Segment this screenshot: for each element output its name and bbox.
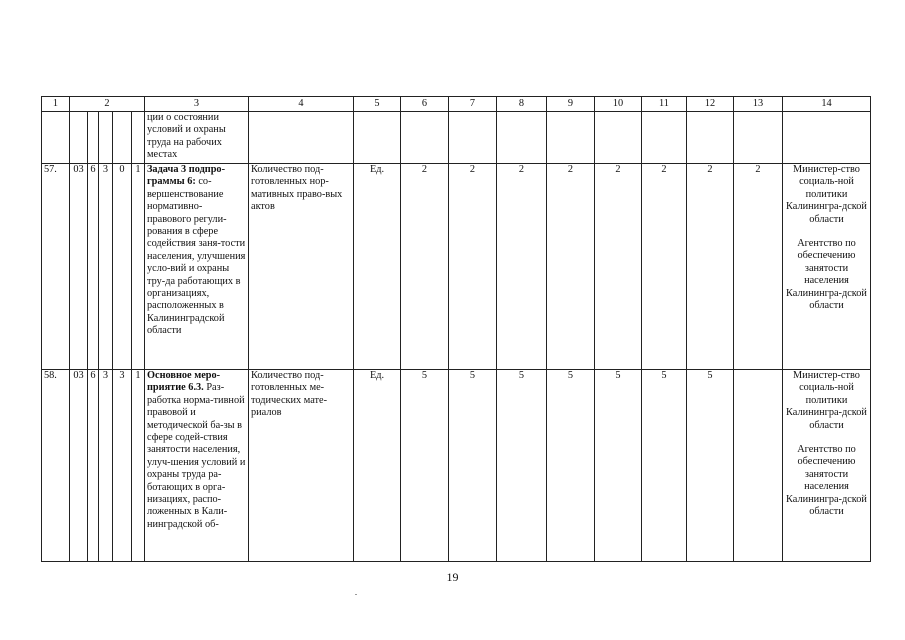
value-cell: 5 [497,370,547,562]
table-row [42,370,871,562]
code-cell: 03 [70,370,88,562]
unit-cell: Ед. [354,164,401,370]
header-cell: 8 [497,97,547,112]
header-row [42,97,871,112]
task-text [145,370,249,562]
code-cell: 3 [99,370,113,562]
task-text [145,164,249,370]
header-cell: 7 [449,97,497,112]
header-cell: 6 [401,97,449,112]
value-cell: 2 [687,164,734,370]
row-number: 57. [42,164,70,370]
program-indicators-table [41,96,871,562]
responsible-org-primary: Министер-ство социаль-ной политики Калинингра-дской области [786,370,867,431]
value-cell: 5 [642,370,687,562]
scan-speck [355,594,357,595]
value-cell [734,370,783,562]
value-cell: 2 [449,164,497,370]
responsible-org-cell [783,370,871,562]
page-number: 19 [446,570,459,584]
header-cell: 2 [70,97,145,112]
responsible-org-secondary: Агентство по обеспечению занятости населения Калинингра-дской области [786,444,867,518]
code-cell: 6 [88,164,99,370]
code-cell: 03 [70,164,88,370]
value-cell: 5 [595,370,642,562]
table-row [42,112,871,164]
header-cell: 4 [249,97,354,112]
value-cell: 5 [401,370,449,562]
task-text: ции о состоянии условий и охраны труда на рабочих местах [145,112,249,164]
value-cell: 2 [734,164,783,370]
responsible-org-primary: Министер-ство социаль-ной политики Калинингра-дской области [786,164,867,225]
indicator-text: Количество под-готовленных ме-тодических мате-риалов [249,370,354,562]
value-cell: 5 [449,370,497,562]
value-cell: 5 [547,370,595,562]
table-row [42,164,871,370]
header-cell: 3 [145,97,249,112]
header-cell: 10 [595,97,642,112]
value-cell: 2 [595,164,642,370]
header-cell: 13 [734,97,783,112]
value-cell: 2 [547,164,595,370]
header-cell: 5 [354,97,401,112]
code-cell: 0 [113,164,132,370]
code-cell: 1 [132,370,145,562]
code-cell: 3 [113,370,132,562]
task-description: Раз-работка норма-тивной правовой и методической ба-зы в сфере содей-ствия занятости населения, улуч-шения условий и охраны труда ра-ботающих в орга-низациях, распо-ложенных в Кали-нинградской об- [147,382,246,530]
header-cell: 14 [783,97,871,112]
value-cell: 2 [497,164,547,370]
header-cell: 1 [42,97,70,112]
value-cell: 5 [687,370,734,562]
row-number: 58. [42,370,70,562]
code-cell: 6 [88,370,99,562]
responsible-org-cell [783,164,871,370]
task-title: Основное меро-приятие 6.3. [147,370,221,394]
value-cell: 2 [642,164,687,370]
code-cell: 3 [99,164,113,370]
code-cell: 1 [132,164,145,370]
task-title: Задача 3 подпро-граммы 6: [147,164,226,188]
unit-cell: Ед. [354,370,401,562]
responsible-org-secondary: Агентство по обеспечению занятости населения Калинингра-дской области [786,238,867,312]
header-cell: 11 [642,97,687,112]
value-cell: 2 [401,164,449,370]
indicator-text: Количество под-готовленных нор-мативных право-вых актов [249,164,354,370]
header-cell: 12 [687,97,734,112]
header-cell: 9 [547,97,595,112]
task-description: со-вершенствование нормативно-правового регули-рования в сфере содействия заня-тости населения, улучшения усло-вий и охраны тру-да работающих в организациях, расположенных в Калининградской области [147,176,246,337]
